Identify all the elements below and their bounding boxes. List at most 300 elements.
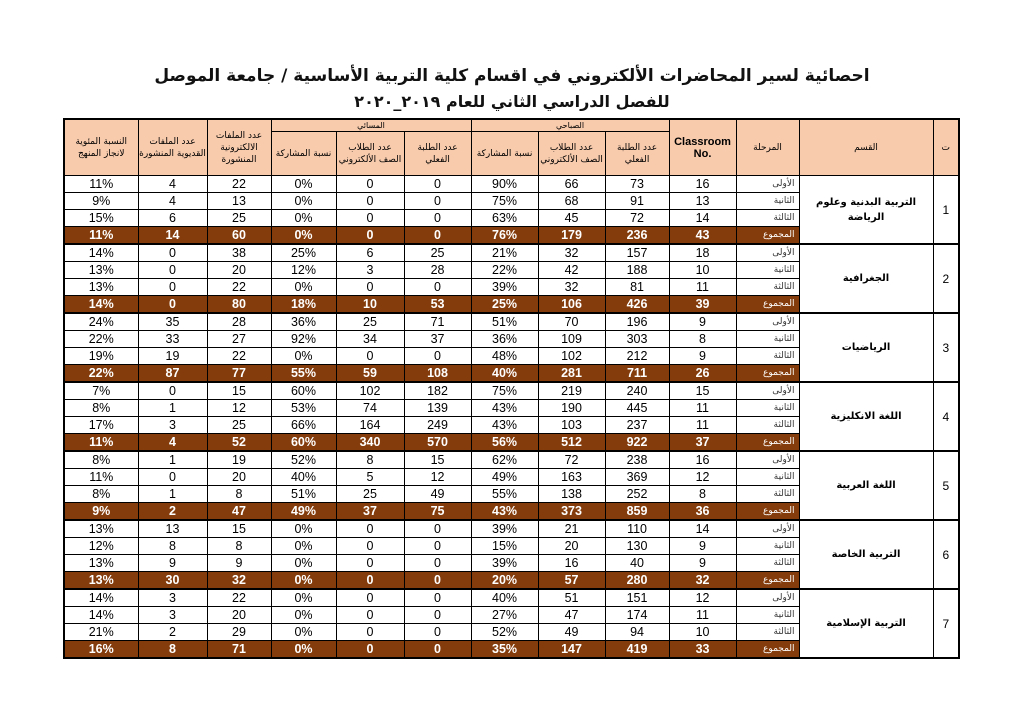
morning-participation-cell: 75% xyxy=(471,382,538,400)
stage-cell: الأولى xyxy=(736,451,799,469)
morning-actual-cell: 252 xyxy=(605,486,669,503)
classroom-cell: 32 xyxy=(669,572,736,590)
header-evening: المسائي xyxy=(271,119,471,132)
evening-actual-cell: 182 xyxy=(404,382,471,400)
morning-participation-cell: 35% xyxy=(471,641,538,659)
stage-cell: الثالثة xyxy=(736,279,799,296)
classroom-cell: 12 xyxy=(669,469,736,486)
evening-e-students-cell: 37 xyxy=(336,503,404,521)
classroom-cell: 9 xyxy=(669,348,736,365)
evening-actual-cell: 37 xyxy=(404,331,471,348)
old-files-cell: 0 xyxy=(138,382,207,400)
header-morning-e-students: عدد الطلاب الصف الألكتروني xyxy=(538,132,605,176)
stage-cell: المجموع xyxy=(736,503,799,521)
pct-cell: 21% xyxy=(64,624,138,641)
e-files-cell: 9 xyxy=(207,555,271,572)
classroom-cell: 15 xyxy=(669,382,736,400)
evening-participation-cell: 0% xyxy=(271,555,336,572)
table-row xyxy=(64,451,959,469)
pct-cell: 15% xyxy=(64,210,138,227)
evening-e-students-cell: 0 xyxy=(336,227,404,245)
stage-cell: المجموع xyxy=(736,434,799,452)
evening-actual-cell: 0 xyxy=(404,227,471,245)
morning-actual-cell: 240 xyxy=(605,382,669,400)
page-title: احصائية لسير المحاضرات الألكتروني في اقسام كلية التربية الأساسية / جامعة الموصل xyxy=(154,66,870,86)
evening-e-students-cell: 6 xyxy=(336,244,404,262)
morning-participation-cell: 63% xyxy=(471,210,538,227)
morning-participation-cell: 48% xyxy=(471,348,538,365)
department-number: 3 xyxy=(933,313,959,382)
evening-actual-cell: 15 xyxy=(404,451,471,469)
evening-e-students-cell: 0 xyxy=(336,193,404,210)
evening-actual-cell: 570 xyxy=(404,434,471,452)
pct-cell: 13% xyxy=(64,279,138,296)
pct-cell: 11% xyxy=(64,227,138,245)
morning-e-students-cell: 32 xyxy=(538,244,605,262)
evening-participation-cell: 25% xyxy=(271,244,336,262)
table-row xyxy=(64,382,959,400)
stage-cell: الأولى xyxy=(736,589,799,607)
evening-participation-cell: 0% xyxy=(271,520,336,538)
evening-participation-cell: 0% xyxy=(271,176,336,193)
morning-e-students-cell: 138 xyxy=(538,486,605,503)
evening-e-students-cell: 0 xyxy=(336,641,404,659)
old-files-cell: 3 xyxy=(138,607,207,624)
morning-participation-cell: 43% xyxy=(471,503,538,521)
stage-cell: الأولى xyxy=(736,520,799,538)
old-files-cell: 0 xyxy=(138,262,207,279)
e-files-cell: 27 xyxy=(207,331,271,348)
stage-cell: المجموع xyxy=(736,296,799,314)
morning-e-students-cell: 20 xyxy=(538,538,605,555)
e-files-cell: 22 xyxy=(207,348,271,365)
pct-cell: 24% xyxy=(64,313,138,331)
evening-e-students-cell: 3 xyxy=(336,262,404,279)
morning-participation-cell: 22% xyxy=(471,262,538,279)
classroom-cell: 11 xyxy=(669,607,736,624)
morning-actual-cell: 157 xyxy=(605,244,669,262)
evening-e-students-cell: 102 xyxy=(336,382,404,400)
evening-actual-cell: 12 xyxy=(404,469,471,486)
stage-cell: الثالثة xyxy=(736,486,799,503)
pct-cell: 9% xyxy=(64,193,138,210)
department-name: الجغرافية xyxy=(799,244,933,313)
morning-actual-cell: 196 xyxy=(605,313,669,331)
evening-e-students-cell: 0 xyxy=(336,624,404,641)
evening-participation-cell: 60% xyxy=(271,382,336,400)
morning-e-students-cell: 66 xyxy=(538,176,605,193)
old-files-cell: 6 xyxy=(138,210,207,227)
morning-actual-cell: 369 xyxy=(605,469,669,486)
pct-cell: 12% xyxy=(64,538,138,555)
morning-e-students-cell: 47 xyxy=(538,607,605,624)
department-name: اللغة الانكليزية xyxy=(799,382,933,451)
old-files-cell: 9 xyxy=(138,555,207,572)
table-row xyxy=(64,176,959,193)
pct-cell: 19% xyxy=(64,348,138,365)
morning-actual-cell: 280 xyxy=(605,572,669,590)
morning-participation-cell: 62% xyxy=(471,451,538,469)
evening-participation-cell: 12% xyxy=(271,262,336,279)
old-files-cell: 2 xyxy=(138,624,207,641)
pct-cell: 13% xyxy=(64,572,138,590)
stage-cell: المجموع xyxy=(736,572,799,590)
evening-e-students-cell: 0 xyxy=(336,607,404,624)
morning-e-students-cell: 281 xyxy=(538,365,605,383)
evening-participation-cell: 0% xyxy=(271,641,336,659)
classroom-cell: 18 xyxy=(669,244,736,262)
old-files-cell: 1 xyxy=(138,486,207,503)
morning-e-students-cell: 32 xyxy=(538,279,605,296)
evening-participation-cell: 0% xyxy=(271,607,336,624)
pct-cell: 22% xyxy=(64,331,138,348)
e-files-cell: 13 xyxy=(207,193,271,210)
pct-cell: 22% xyxy=(64,365,138,383)
stage-cell: الثانية xyxy=(736,469,799,486)
morning-participation-cell: 75% xyxy=(471,193,538,210)
morning-e-students-cell: 106 xyxy=(538,296,605,314)
stage-cell: الثانية xyxy=(736,331,799,348)
stage-cell: الثانية xyxy=(736,400,799,417)
pct-cell: 8% xyxy=(64,486,138,503)
morning-actual-cell: 188 xyxy=(605,262,669,279)
e-files-cell: 28 xyxy=(207,313,271,331)
classroom-cell: 16 xyxy=(669,176,736,193)
evening-actual-cell: 108 xyxy=(404,365,471,383)
morning-e-students-cell: 179 xyxy=(538,227,605,245)
evening-e-students-cell: 0 xyxy=(336,589,404,607)
classroom-cell: 11 xyxy=(669,279,736,296)
morning-participation-cell: 21% xyxy=(471,244,538,262)
stage-cell: الثانية xyxy=(736,193,799,210)
evening-actual-cell: 0 xyxy=(404,641,471,659)
stage-cell: المجموع xyxy=(736,365,799,383)
classroom-cell: 36 xyxy=(669,503,736,521)
morning-participation-cell: 27% xyxy=(471,607,538,624)
header-morning-participation: نسبة المشاركة xyxy=(471,132,538,176)
header-evening-participation: نسبة المشاركة xyxy=(271,132,336,176)
old-files-cell: 0 xyxy=(138,279,207,296)
evening-actual-cell: 0 xyxy=(404,624,471,641)
department-number: 2 xyxy=(933,244,959,313)
morning-e-students-cell: 147 xyxy=(538,641,605,659)
evening-actual-cell: 0 xyxy=(404,279,471,296)
morning-participation-cell: 76% xyxy=(471,227,538,245)
old-files-cell: 1 xyxy=(138,451,207,469)
evening-actual-cell: 0 xyxy=(404,607,471,624)
evening-participation-cell: 55% xyxy=(271,365,336,383)
evening-e-students-cell: 0 xyxy=(336,538,404,555)
evening-e-students-cell: 25 xyxy=(336,313,404,331)
e-files-cell: 29 xyxy=(207,624,271,641)
stage-cell: الأولى xyxy=(736,244,799,262)
pct-cell: 14% xyxy=(64,607,138,624)
morning-e-students-cell: 21 xyxy=(538,520,605,538)
old-files-cell: 2 xyxy=(138,503,207,521)
evening-e-students-cell: 0 xyxy=(336,176,404,193)
evening-actual-cell: 28 xyxy=(404,262,471,279)
morning-actual-cell: 81 xyxy=(605,279,669,296)
pct-cell: 11% xyxy=(64,176,138,193)
e-files-cell: 47 xyxy=(207,503,271,521)
old-files-cell: 4 xyxy=(138,193,207,210)
evening-e-students-cell: 164 xyxy=(336,417,404,434)
old-files-cell: 33 xyxy=(138,331,207,348)
evening-actual-cell: 25 xyxy=(404,244,471,262)
evening-actual-cell: 0 xyxy=(404,176,471,193)
evening-participation-cell: 60% xyxy=(271,434,336,452)
department-name: التربية الإسلامية xyxy=(799,589,933,658)
old-files-cell: 14 xyxy=(138,227,207,245)
morning-e-students-cell: 373 xyxy=(538,503,605,521)
pct-cell: 14% xyxy=(64,589,138,607)
old-files-cell: 13 xyxy=(138,520,207,538)
e-files-cell: 22 xyxy=(207,176,271,193)
morning-actual-cell: 922 xyxy=(605,434,669,452)
e-files-cell: 8 xyxy=(207,538,271,555)
statistics-table xyxy=(63,118,960,659)
evening-participation-cell: 0% xyxy=(271,279,336,296)
morning-participation-cell: 39% xyxy=(471,279,538,296)
evening-participation-cell: 0% xyxy=(271,227,336,245)
pct-cell: 16% xyxy=(64,641,138,659)
evening-participation-cell: 0% xyxy=(271,624,336,641)
stage-cell: الثالثة xyxy=(736,210,799,227)
morning-participation-cell: 15% xyxy=(471,538,538,555)
evening-e-students-cell: 59 xyxy=(336,365,404,383)
old-files-cell: 35 xyxy=(138,313,207,331)
stage-cell: الثالثة xyxy=(736,624,799,641)
morning-e-students-cell: 512 xyxy=(538,434,605,452)
department-number: 5 xyxy=(933,451,959,520)
e-files-cell: 25 xyxy=(207,210,271,227)
evening-participation-cell: 18% xyxy=(271,296,336,314)
header-classroom: Classroom No. xyxy=(669,119,736,176)
table-row xyxy=(64,520,959,538)
old-files-cell: 3 xyxy=(138,417,207,434)
morning-e-students-cell: 68 xyxy=(538,193,605,210)
classroom-cell: 26 xyxy=(669,365,736,383)
e-files-cell: 22 xyxy=(207,279,271,296)
morning-actual-cell: 419 xyxy=(605,641,669,659)
morning-participation-cell: 49% xyxy=(471,469,538,486)
evening-e-students-cell: 8 xyxy=(336,451,404,469)
evening-e-students-cell: 74 xyxy=(336,400,404,417)
classroom-cell: 8 xyxy=(669,486,736,503)
morning-e-students-cell: 72 xyxy=(538,451,605,469)
header-morning-actual: عدد الطلبة الفعلي xyxy=(605,132,669,176)
e-files-cell: 19 xyxy=(207,451,271,469)
classroom-cell: 9 xyxy=(669,538,736,555)
old-files-cell: 30 xyxy=(138,572,207,590)
classroom-cell: 10 xyxy=(669,624,736,641)
morning-e-students-cell: 190 xyxy=(538,400,605,417)
pct-cell: 13% xyxy=(64,555,138,572)
morning-participation-cell: 90% xyxy=(471,176,538,193)
evening-participation-cell: 49% xyxy=(271,503,336,521)
table-row xyxy=(64,313,959,331)
evening-e-students-cell: 0 xyxy=(336,520,404,538)
pct-cell: 11% xyxy=(64,434,138,452)
stage-cell: الأولى xyxy=(736,313,799,331)
pct-cell: 13% xyxy=(64,262,138,279)
stage-cell: الثانية xyxy=(736,607,799,624)
morning-actual-cell: 711 xyxy=(605,365,669,383)
evening-participation-cell: 53% xyxy=(271,400,336,417)
morning-actual-cell: 859 xyxy=(605,503,669,521)
e-files-cell: 20 xyxy=(207,262,271,279)
stage-cell: المجموع xyxy=(736,227,799,245)
evening-actual-cell: 53 xyxy=(404,296,471,314)
evening-actual-cell: 71 xyxy=(404,313,471,331)
evening-actual-cell: 0 xyxy=(404,210,471,227)
evening-participation-cell: 0% xyxy=(271,348,336,365)
evening-participation-cell: 0% xyxy=(271,589,336,607)
morning-actual-cell: 426 xyxy=(605,296,669,314)
header-pct: النسبة المئوية لانجاز المنهج xyxy=(64,119,138,176)
table-row xyxy=(64,589,959,607)
table-row xyxy=(64,244,959,262)
morning-actual-cell: 94 xyxy=(605,624,669,641)
evening-e-students-cell: 0 xyxy=(336,555,404,572)
e-files-cell: 38 xyxy=(207,244,271,262)
department-name: التربية الخاصة xyxy=(799,520,933,589)
classroom-cell: 13 xyxy=(669,193,736,210)
old-files-cell: 3 xyxy=(138,589,207,607)
old-files-cell: 87 xyxy=(138,365,207,383)
old-files-cell: 0 xyxy=(138,244,207,262)
evening-e-students-cell: 0 xyxy=(336,572,404,590)
morning-actual-cell: 72 xyxy=(605,210,669,227)
morning-actual-cell: 236 xyxy=(605,227,669,245)
e-files-cell: 15 xyxy=(207,382,271,400)
evening-participation-cell: 0% xyxy=(271,572,336,590)
table-body xyxy=(64,176,959,659)
stage-cell: الثالثة xyxy=(736,348,799,365)
morning-actual-cell: 151 xyxy=(605,589,669,607)
evening-actual-cell: 49 xyxy=(404,486,471,503)
morning-e-students-cell: 45 xyxy=(538,210,605,227)
old-files-cell: 0 xyxy=(138,296,207,314)
stage-cell: المجموع xyxy=(736,641,799,659)
stage-cell: الأولى xyxy=(736,176,799,193)
e-files-cell: 25 xyxy=(207,417,271,434)
morning-participation-cell: 36% xyxy=(471,331,538,348)
morning-e-students-cell: 70 xyxy=(538,313,605,331)
morning-participation-cell: 43% xyxy=(471,400,538,417)
pct-cell: 17% xyxy=(64,417,138,434)
morning-participation-cell: 51% xyxy=(471,313,538,331)
e-files-cell: 20 xyxy=(207,607,271,624)
evening-e-students-cell: 25 xyxy=(336,486,404,503)
morning-e-students-cell: 102 xyxy=(538,348,605,365)
evening-e-students-cell: 34 xyxy=(336,331,404,348)
morning-actual-cell: 212 xyxy=(605,348,669,365)
morning-actual-cell: 237 xyxy=(605,417,669,434)
department-number: 1 xyxy=(933,176,959,245)
old-files-cell: 19 xyxy=(138,348,207,365)
evening-e-students-cell: 0 xyxy=(336,210,404,227)
classroom-cell: 9 xyxy=(669,313,736,331)
morning-participation-cell: 40% xyxy=(471,589,538,607)
morning-e-students-cell: 51 xyxy=(538,589,605,607)
morning-actual-cell: 40 xyxy=(605,555,669,572)
morning-participation-cell: 25% xyxy=(471,296,538,314)
e-files-cell: 15 xyxy=(207,520,271,538)
classroom-cell: 11 xyxy=(669,400,736,417)
department-number: 4 xyxy=(933,382,959,451)
pct-cell: 11% xyxy=(64,469,138,486)
classroom-cell: 37 xyxy=(669,434,736,452)
stage-cell: الأولى xyxy=(736,382,799,400)
morning-actual-cell: 73 xyxy=(605,176,669,193)
evening-participation-cell: 40% xyxy=(271,469,336,486)
stage-cell: الثالثة xyxy=(736,555,799,572)
morning-e-students-cell: 57 xyxy=(538,572,605,590)
old-files-cell: 8 xyxy=(138,641,207,659)
header-old-files: عدد الملفات القديوية المنشورة xyxy=(138,119,207,176)
e-files-cell: 71 xyxy=(207,641,271,659)
e-files-cell: 52 xyxy=(207,434,271,452)
morning-actual-cell: 445 xyxy=(605,400,669,417)
evening-actual-cell: 0 xyxy=(404,572,471,590)
morning-e-students-cell: 163 xyxy=(538,469,605,486)
e-files-cell: 12 xyxy=(207,400,271,417)
morning-participation-cell: 52% xyxy=(471,624,538,641)
pct-cell: 14% xyxy=(64,244,138,262)
evening-e-students-cell: 340 xyxy=(336,434,404,452)
morning-e-students-cell: 109 xyxy=(538,331,605,348)
morning-actual-cell: 238 xyxy=(605,451,669,469)
morning-participation-cell: 40% xyxy=(471,365,538,383)
morning-actual-cell: 130 xyxy=(605,538,669,555)
evening-e-students-cell: 10 xyxy=(336,296,404,314)
header-morning: الصباحي xyxy=(471,119,669,132)
pct-cell: 8% xyxy=(64,400,138,417)
evening-actual-cell: 0 xyxy=(404,538,471,555)
header-stage: المرحلة xyxy=(736,119,799,176)
morning-participation-cell: 43% xyxy=(471,417,538,434)
page-subtitle: للفصل الدراسي الثاني للعام ٢٠١٩_٢٠٢٠ xyxy=(354,92,670,111)
morning-e-students-cell: 219 xyxy=(538,382,605,400)
morning-participation-cell: 39% xyxy=(471,520,538,538)
morning-e-students-cell: 16 xyxy=(538,555,605,572)
classroom-cell: 11 xyxy=(669,417,736,434)
morning-e-students-cell: 42 xyxy=(538,262,605,279)
department-name: اللغة العربية xyxy=(799,451,933,520)
e-files-cell: 22 xyxy=(207,589,271,607)
morning-e-students-cell: 103 xyxy=(538,417,605,434)
morning-actual-cell: 303 xyxy=(605,331,669,348)
evening-actual-cell: 0 xyxy=(404,589,471,607)
evening-actual-cell: 0 xyxy=(404,555,471,572)
pct-cell: 14% xyxy=(64,296,138,314)
evening-participation-cell: 0% xyxy=(271,538,336,555)
e-files-cell: 80 xyxy=(207,296,271,314)
morning-actual-cell: 110 xyxy=(605,520,669,538)
department-name: التربية البدنية وعلوم الرياضة xyxy=(799,176,933,245)
evening-actual-cell: 75 xyxy=(404,503,471,521)
morning-participation-cell: 55% xyxy=(471,486,538,503)
classroom-cell: 9 xyxy=(669,555,736,572)
pct-cell: 8% xyxy=(64,451,138,469)
classroom-cell: 43 xyxy=(669,227,736,245)
evening-participation-cell: 36% xyxy=(271,313,336,331)
morning-e-students-cell: 49 xyxy=(538,624,605,641)
stage-cell: الثانية xyxy=(736,262,799,279)
evening-participation-cell: 66% xyxy=(271,417,336,434)
old-files-cell: 1 xyxy=(138,400,207,417)
